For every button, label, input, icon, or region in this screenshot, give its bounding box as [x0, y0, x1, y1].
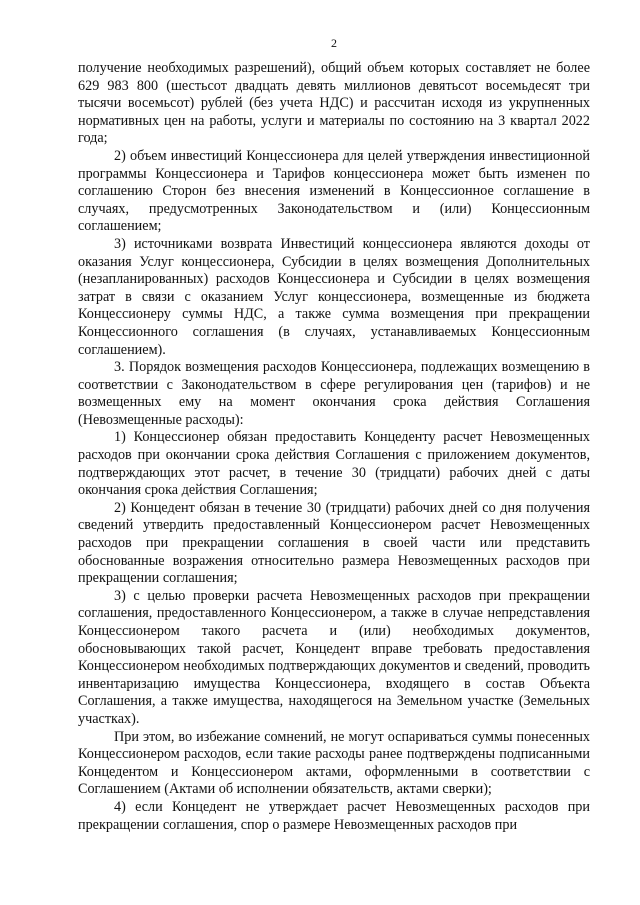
paragraph: получение необходимых разрешений), общий объем которых составляет не более 629 983 800 (шестьсот двадцать девять миллионов девятьсот восемьдесят три тысячи восемьсот) рублей (без учета НДС) и рассчитан исходя из укрупненных нормативных цен на работы, услуги и материалы по состоянию на 3 квартал 2022 года;: [78, 60, 590, 147]
paragraph: 2) Концедент обязан в течение 30 (тридцати) рабочих дней со дня получения сведений утвердить предоставленный Концессионером расчет Невозмещенных расходов при прекращении соглашения в своей части или представить обоснованные возражения относительно размера Невозмещенных расходов при прекращении соглашения;: [78, 499, 590, 587]
paragraph: 3. Порядок возмещения расходов Концессионера, подлежащих возмещению в соответствии с Законодательством в сфере регулирования цен (тарифов) и не возмещенных ему на момент окончания срока действия Соглашения (Невозмещенные расходы):: [78, 359, 590, 428]
page-number: 2: [331, 36, 337, 50]
document-body: [78, 60, 590, 834]
paragraph: При этом, во избежание сомнений, не могут оспариваться суммы понесенных Концессионером расходов, если такие расходы ранее подтверждены подписанными Концедентом и Концессионером актами, оформленными в соответствии с Соглашением (Актами об исполнении обязательств, актами сверки);: [78, 728, 590, 798]
paragraph: 3) источниками возврата Инвестиций концессионера являются доходы от оказания Услуг концессионера, Субсидии в целях возмещения Дополнительных (незапланированных) расходов Концессионера и Субсидии в целях возмещения затрат в связи с оказанием Услуг концессионера, возмещенные из бюджета Концессионеру суммы НДС, а также сумма возмещения при прекращении Концессионного соглашения (в случаях, устанавливаемых Концессионным соглашением).: [78, 235, 590, 358]
paragraph: 3) с целью проверки расчета Невозмещенных расходов при прекращении соглашения, предоставленного Концессионером, а также в случае непредставления Концессионером такого расчета и (или) необходимых документов, обосновывающих такой расчет, Концедент вправе требовать предоставления Концессионером необходимых подтверждающих документов и сведений, проводить инвентаризацию имущества Концессионера, входящего в состав Объекта Соглашения, а также имущества, находящегося на Земельном участке (Земельных участках).: [78, 587, 590, 727]
paragraph: 4) если Концедент не утверждает расчет Невозмещенных расходов при прекращении соглашения, спор о размере Невозмещенных расходов при: [78, 798, 590, 833]
paragraph: 1) Концессионер обязан предоставить Концеденту расчет Невозмещенных расходов при окончании срока действия Соглашения с приложением документов, подтверждающих этот расчет, в течение 30 (тридцати) рабочих дней с даты окончания срока действия Соглашения;: [78, 429, 590, 499]
paragraph: 2) объем инвестиций Концессионера для целей утверждения инвестиционной программы Концессионера и Тарифов концессионера может быть изменен по соглашению Сторон без внесения изменений в Концессионное соглашение в случаях, предусмотренных Законодательством и (или) Концессионным соглашением;: [78, 147, 590, 235]
